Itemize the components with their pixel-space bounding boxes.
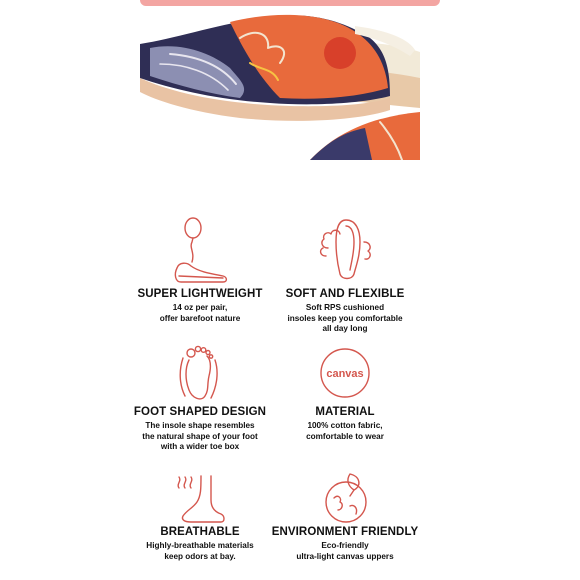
balloon-shoe-icon [165, 212, 235, 288]
feature-description: Eco-friendly ultra-light canvas uppers [296, 541, 394, 561]
feature-description: The insole shape resembles the natural shape of your foot with a wider toe box [142, 421, 258, 452]
eco-leaf-icon [310, 470, 380, 526]
product-hero-image [140, 8, 420, 160]
feature-breathable [125, 470, 275, 562]
feature-title: FOOT SHAPED DESIGN [133, 406, 267, 418]
feature-title: ENVIRONMENT FRIENDLY [271, 526, 419, 538]
feature-soft-flexible [270, 212, 420, 335]
feature-description: Soft RPS cushioned insoles keep you comfortable all day long [287, 303, 403, 334]
canvas-badge-label: canvas [326, 368, 364, 380]
feature-title: BREATHABLE [160, 526, 240, 538]
feature-title: SOFT AND FLEXIBLE [285, 288, 405, 300]
foot-icon [165, 340, 235, 406]
feature-foot-shaped-design [125, 340, 275, 453]
feature-title: MATERIAL [315, 406, 375, 418]
feature-material [270, 340, 420, 442]
canvas-badge-icon [310, 340, 380, 406]
top-banner-strip [140, 0, 440, 6]
cloud-insole-icon [310, 212, 380, 288]
feature-description: Highly-breathable materials keep odors at bay. [146, 541, 254, 561]
feature-environment-friendly [270, 470, 420, 562]
feature-super-lightweight [125, 212, 275, 324]
feature-title: SUPER LIGHTWEIGHT [137, 288, 263, 300]
feature-description: 100% cotton fabric, comfortable to wear [306, 421, 384, 441]
shoe-illustration [140, 8, 420, 160]
breathable-foot-icon [165, 470, 235, 526]
feature-description: 14 oz per pair, offer barefoot nature [159, 303, 241, 323]
